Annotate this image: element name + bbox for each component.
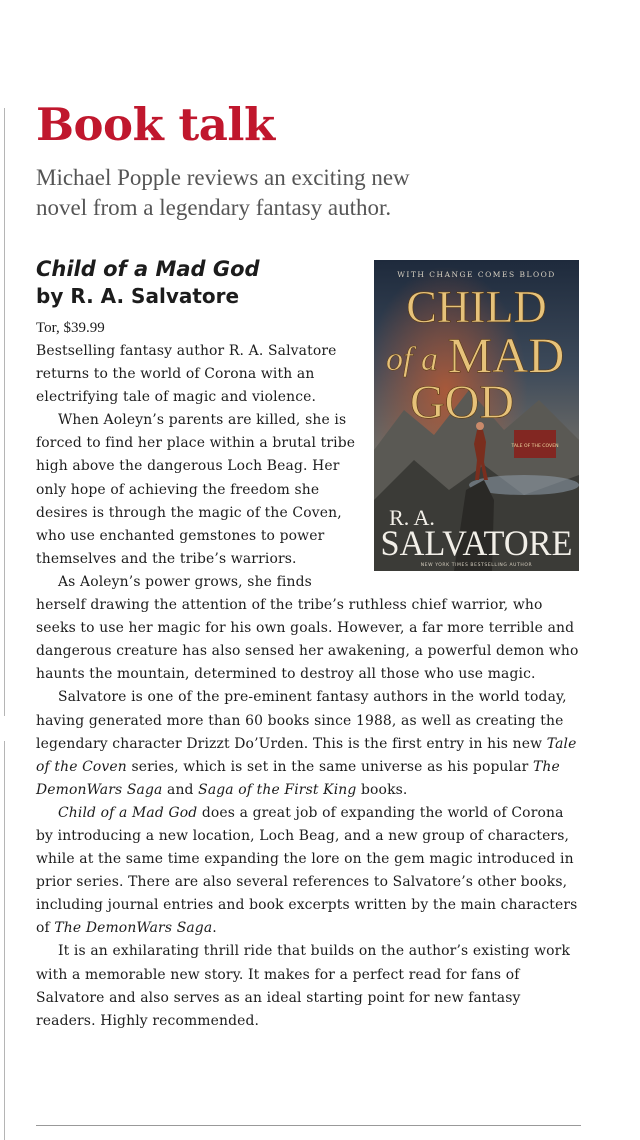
- left-margin-rule: [4, 108, 5, 716]
- review-paragraph: Bestselling fantasy author R. A. Salvatore returns to the world of Corona with an electrifying tale of magic and violence.: [36, 343, 337, 406]
- cover-title-of: of a: [386, 341, 438, 378]
- review-paragraph: As Aoleyn’s power grows, she finds: [58, 573, 312, 590]
- cover-series-badge: TALE OF THE COVEN: [511, 444, 559, 449]
- deck-subtitle: Michael Popple reviews an exciting new novel from a legendary fantasy author.: [36, 165, 410, 220]
- cover-bottom-line: NEW YORK TIMES BESTSELLING AUTHOR: [420, 563, 533, 568]
- section-heading: Book talk: [36, 98, 275, 151]
- bottom-divider: [36, 1125, 581, 1126]
- left-margin-rule: [4, 741, 5, 1140]
- cover-author-surname: SALVATORE: [380, 523, 573, 563]
- cover-title-child: CHILD: [406, 281, 547, 332]
- cover-tagline: WITH CHANGE COMES BLOOD: [397, 270, 556, 279]
- review-paragraph: It is an exhilarating thrill ride that builds on the author’s existing work with a memorable new story. It makes for a perfect read for fans of Salvatore and also serves as an ideal starting point for new fantasy readers. Highly recommended.: [36, 943, 571, 1029]
- cover-title-mad: MAD: [447, 327, 565, 383]
- review-paragraph: Child of a Mad God does a great job of expanding the world of Corona by introducing a new location, Loch Beag, and a new group of characters, while at the same time expanding the lore on the gem magic introduced in prior series. There are also several references to Salvatore’s other books, including journal entries and book excerpts written by the main characters of The DemonWars Saga.: [36, 804, 578, 937]
- cover-author-initials: R. A.: [389, 505, 435, 530]
- review-paragraph: herself drawing the attention of the tribe’s ruthless chief warrior, who seeks to use her magic for his own goals. However, a far more terrible and dangerous creature has also sensed her awakening, a powerful demon who haunts the mountain, determined to destroy all those who use magic.: [36, 597, 579, 683]
- book-title: Child of a Mad God: [36, 257, 260, 281]
- review-paragraph: Salvatore is one of the pre-eminent fantasy authors in the world today, having generated more than 60 books since 1988, as well as creating the legendary character Drizzt Do’Urden. This is the first entry in his new Tale of the Coven series, which is set in the same universe as his popular The DemonWars Saga and Saga of the First King books.: [36, 689, 577, 798]
- review-body: [36, 340, 581, 1033]
- book-byline: by R. A. Salvatore: [36, 284, 240, 308]
- review-paragraph: When Aoleyn’s parents are killed, she is forced to find her place within a brutal tribe high above the dangerous Loch Beag. Her only hope of achieving the freedom she desires is through the magic of the Coven, who use enchanted gemstones to power themselves and the tribe’s warriors.: [36, 412, 356, 567]
- cover-title-god: GOD: [410, 376, 514, 429]
- publisher-price: Tor, $39.99: [36, 320, 105, 336]
